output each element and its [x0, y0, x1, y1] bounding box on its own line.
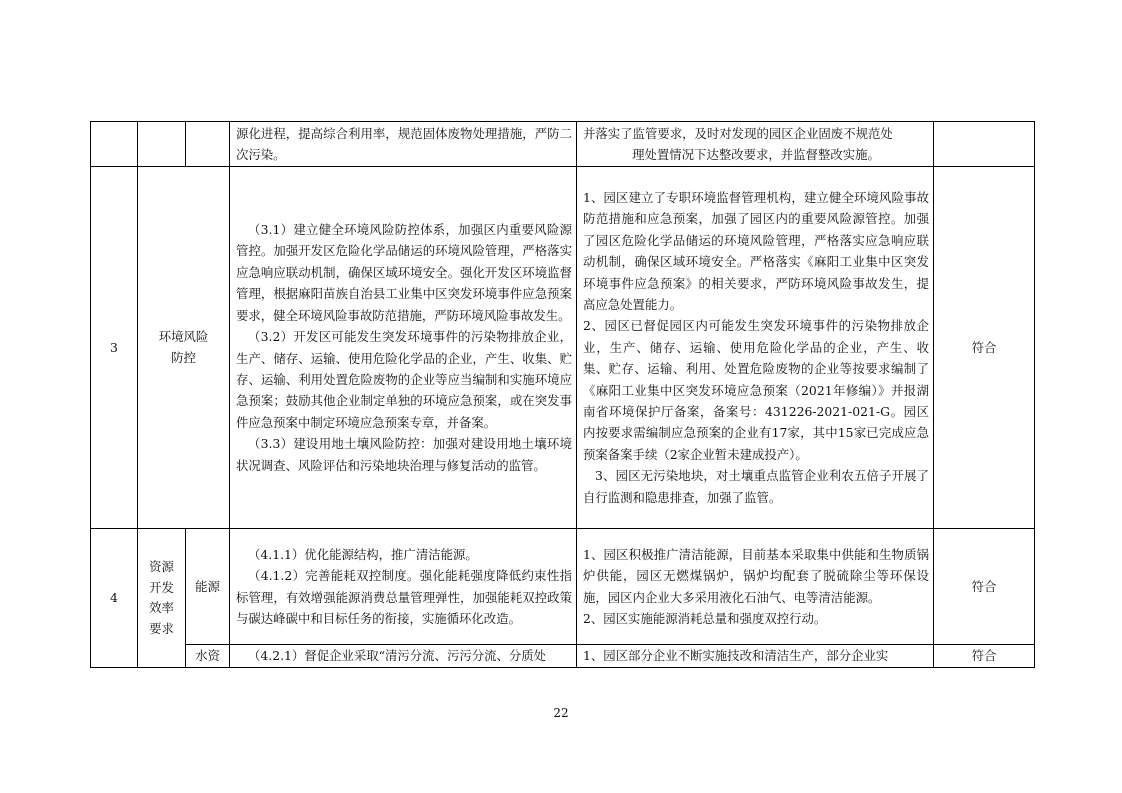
requirement-paragraph: （4.2.1）督促企业采取“清污分流、污污分流、分质处 [248, 648, 547, 664]
table-row [91, 167, 1035, 529]
requirement-paragraph: （3.1）建立健全环境风险防控体系，加强区内重要风险源管控。加强开发区危险化学品储运的环境风险管理，严格落实应急响应联动机制，确保区域环境安全。强化开发区环境监督管理，根据麻阳苗族自治县工业集中区突发环境事件应急预案要求，健全环境风险事故防范措施，严防环境风险事故发生。 [236, 222, 572, 323]
situation-cell [577, 645, 934, 668]
row-subcategory [186, 122, 230, 167]
page-number: 22 [553, 706, 569, 720]
category-line: 资源 [149, 559, 174, 574]
row-result [934, 122, 1035, 167]
requirement-cell [230, 167, 577, 529]
row-subcategory: 能源 [186, 529, 230, 645]
table-row [91, 645, 1035, 668]
compliance-table [90, 121, 1035, 668]
category-line: 开发 [149, 579, 174, 595]
situation-paragraph: 1、园区建立了专职环境监督管理机构，建立健全环境风险事故防范措施和应急预案，加强了园区内的重要风险源管控。加强了园区危险化学品储运的环境风险管理，严格落实应急响应联动机制，确保区域环境安全。严格落实《麻阳工业集中区突发环境事件应急预案》的相关要求，严防环境风险事故发生，提高应急处置能力。 [583, 189, 929, 312]
requirement-cell [230, 529, 577, 645]
row-number [91, 122, 138, 167]
row-number: 3 [91, 167, 138, 529]
situation-paragraph: 2、园区实施能源消耗总量和强度双控行动。 [583, 610, 827, 626]
category-line: 效率 [149, 600, 174, 615]
requirement-cell [230, 122, 577, 167]
row-category: 环境风险防控 [138, 167, 230, 529]
requirement-paragraph: （4.1.2）完善能耗双控制度。强化能耗强度降低约束性指标管理，有效增强能源消费总量管理弹性，加强能耗双控政策与碳达峰碳中和目标任务的衔接，实施循环化改造。 [236, 568, 572, 626]
situation-paragraph: 理处置情况下达整改要求，并监督整改实施。 [632, 147, 880, 162]
requirement-paragraph: （3.2）开发区可能发生突发环境事件的污染物排放企业，生产、储存、运输、使用危险化学品的企业，产生、收集、贮存、运输、利用处置危险废物的企业等应当编制和实施环境应急预案；鼓励其他企业制定单独的环境应急预案，或在突发事件应急预案中制定环境应急预案专章，并备案。 [236, 329, 572, 430]
requirement-paragraph: 源化进程，提高综合利用率，规范固体废物处理措施，严防二次污染。 [236, 125, 572, 162]
requirement-paragraph: （4.1.1）优化能源结构，推广清洁能源。 [248, 546, 478, 562]
row-result: 符合 [934, 167, 1035, 529]
row-result: 符合 [934, 529, 1035, 645]
situation-cell [577, 529, 934, 645]
row-result: 符合 [934, 645, 1035, 668]
row-subcategory: 水资 [186, 645, 230, 668]
situation-paragraph: 3、园区无污染地块，对土壤重点监管企业利农五倍子开展了自行监测和隐患排查，加强了监管。 [583, 468, 929, 505]
situation-cell [577, 122, 934, 167]
row-category [138, 529, 186, 668]
situation-paragraph: 2、园区已督促园区内可能发生突发环境事件的污染物排放企业，生产、储存、运输、使用危险化学品的企业，产生、收集、贮存、运输、利用、处置危险废物的企业等按要求编制了《麻阳工业集中区突发环境应急预案（2021年修编）》并报湖南省环境保护厅备案，备案号：431226-2021-021-G。园区内按要求需编制应急预案的企业有17家，其中15家已完成应急预案备案手续（2家企业暂未建成投产）。 [583, 318, 929, 462]
table-row [91, 122, 1035, 167]
table-row [91, 529, 1035, 645]
situation-cell [577, 167, 934, 529]
requirement-cell [230, 645, 577, 668]
situation-paragraph: 并落实了监管要求，及时对发现的园区企业固废不规范处 [583, 125, 893, 141]
row-number: 4 [91, 529, 138, 668]
situation-paragraph: 1、园区部分企业不断实施技改和清洁生产，部分企业实 [583, 648, 889, 664]
requirement-paragraph: （3.3）建设用地土壤风险防控：加强对建设用地土壤环境状况调查、风险评估和污染地块治理与修复活动的监管。 [236, 436, 572, 473]
situation-paragraph: 1、园区积极推广清洁能源，目前基本采取集中供能和生物质锅炉供能，园区无燃煤锅炉，锅炉均配套了脱硫除尘等环保设施，园区内企业大多采用液化石油气、电等清洁能源。 [583, 546, 929, 605]
category-line: 要求 [149, 620, 174, 636]
row-category [138, 122, 186, 167]
